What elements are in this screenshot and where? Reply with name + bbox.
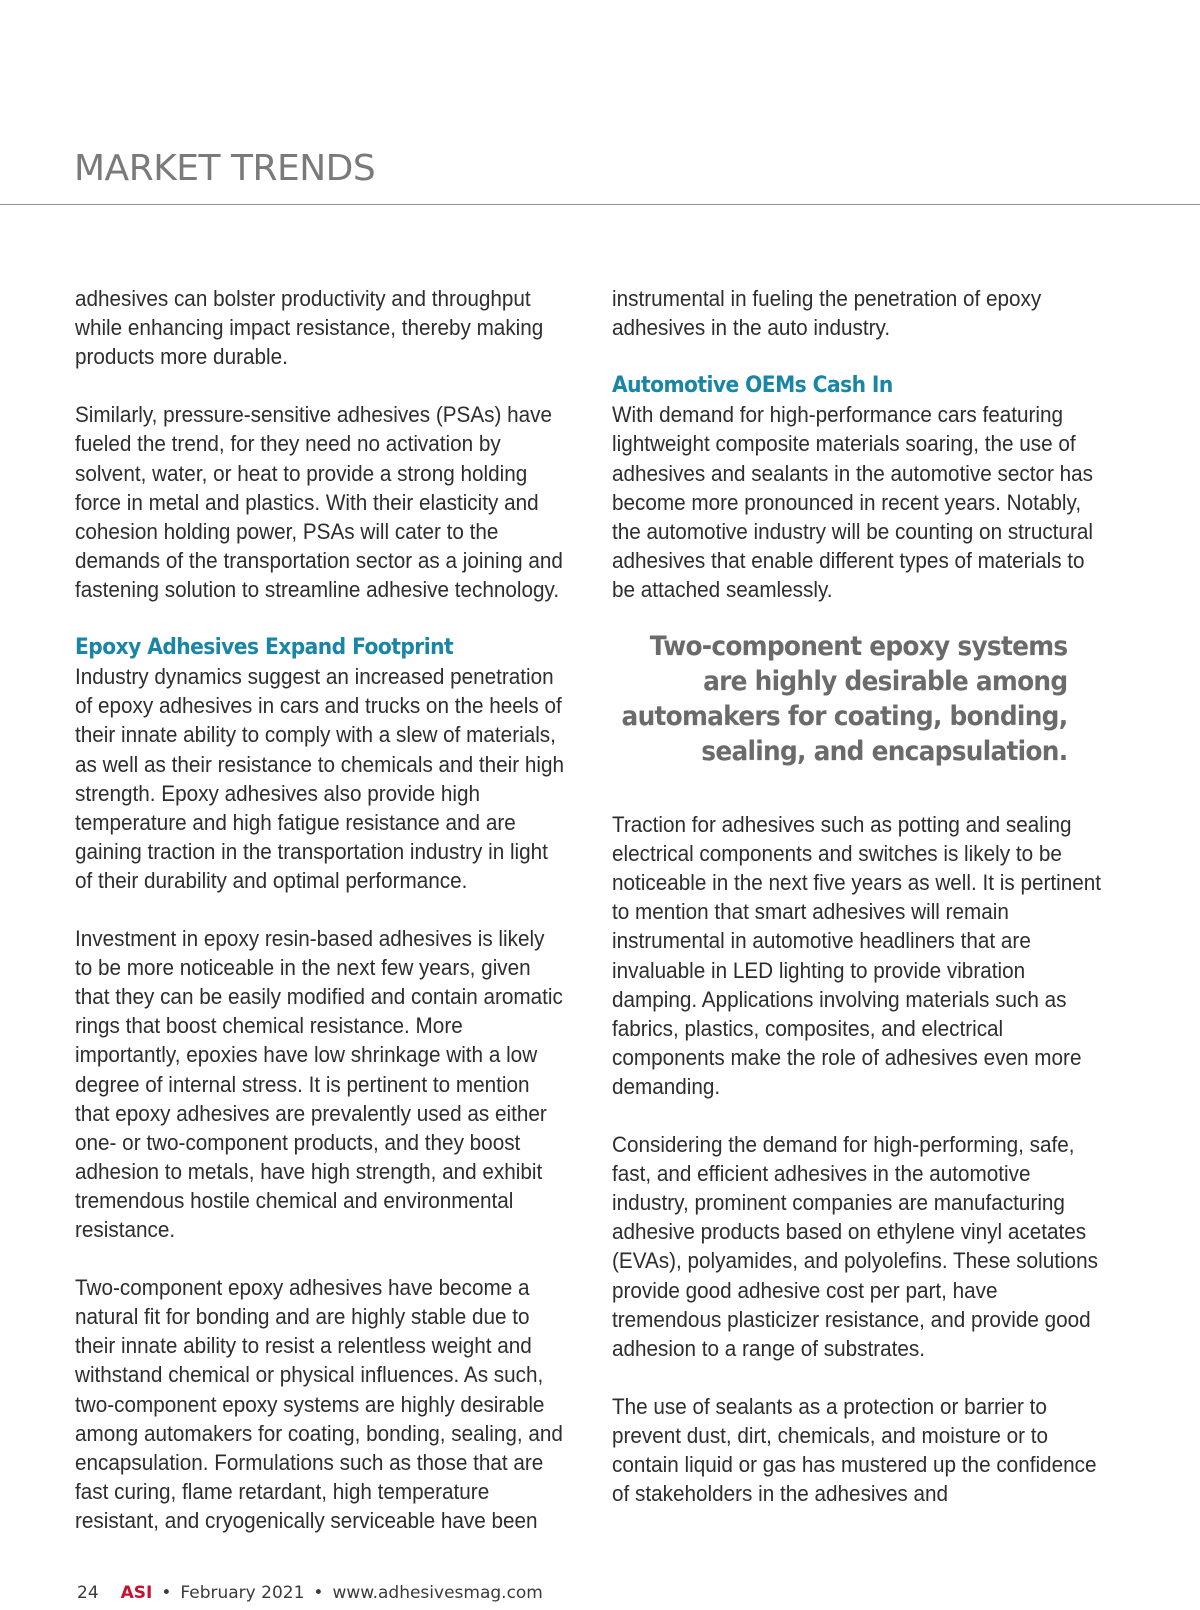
left-paragraph-2: Similarly, pressure-sensitive adhesives (PSAs) have fueled the trend, for they need no activation by solvent, water, or heat to provide a strong holding force in metal and plastics. With their elasticity and cohesion holding power, PSAs will cater to the demands of the transportation sector as a joining and fastening solution to streamline adhesive technology. <box>75 402 563 602</box>
left-paragraph-4: Investment in epoxy resin-based adhesives is likely to be more noticeable in the next few years, given that they can be easily modified and contain aromatic rings that boost chemical resistance. More importantly, epoxies have low shrinkage with a low degree of internal stress. It is pertinent to mention that epoxy adhesives are prevalently used as either one- or two-component products, and they boost adhesion to metals, have high strength, and exhibit tremendous hostile chemical and environmental resistance. <box>75 926 563 1242</box>
subheading-epoxy-adhesives: Epoxy Adhesives Expand Footprint <box>75 635 454 661</box>
left-paragraph-1: adhesives can bolster productivity and throughput while enhancing impact resistance, thereby making products more durable. <box>75 286 544 370</box>
right-column <box>612 284 1104 1508</box>
right-paragraph-2: With demand for high-performance cars featuring lightweight composite materials soaring, the use of adhesives and sealants in the automotive sector has become more pronounced in recent years. Notably, the automotive industry will be counting on structural adhesives that enable different types of materials to be attached seamlessly. <box>612 402 1094 602</box>
left-column <box>75 284 567 1535</box>
right-paragraph-4: Considering the demand for high-performing, safe, fast, and efficient adhesives in the automotive industry, prominent companies are manufacturing adhesive products based on ethylene vinyl acetates (EVAs), polyamides, and polyolefins. These solutions provide good adhesive cost per part, have tremendous plasticizer resistance, and provide good adhesion to a range of substrates. <box>612 1132 1098 1361</box>
footer-separator: • <box>313 1583 324 1603</box>
left-paragraph-3: Industry dynamics suggest an increased penetration of epoxy adhesives in cars and trucks on the heels of their innate ability to comply with a slew of materials, as well as their resistance to chemicals and their high strength. Epoxy adhesives also provide high temperature and high fatigue resistance and are gaining traction in the transportation industry in light of their durability and optimal performance. <box>75 664 564 893</box>
section-title: MARKET TRENDS <box>74 148 376 189</box>
header-divider <box>0 204 1200 205</box>
magazine-brand: ASI <box>120 1583 153 1603</box>
website-link[interactable]: www.adhesivesmag.com <box>332 1583 543 1603</box>
right-paragraph-3: Traction for adhesives such as potting and sealing electrical components and switches is likely to be noticeable in the next five years as well. It is pertinent to mention that smart adhesives will remain instrumental in automotive headliners that are invaluable in LED lighting to provide vibration damping. Applications involving materials such as fabrics, plastics, composites, and electrical components make the role of adhesives even more demanding. <box>612 812 1102 1099</box>
subheading-automotive-oems: Automotive OEMs Cash In <box>612 373 893 399</box>
right-paragraph-1: instrumental in fueling the penetration of epoxy adhesives in the auto industry. <box>612 286 1042 341</box>
page-number: 24 <box>77 1583 99 1603</box>
left-paragraph-5: Two-component epoxy adhesives have become a natural fit for bonding and are highly stable due to their innate ability to resist a relentless weight and withstand chemical or physical influences. As such, two-component epoxy systems are highly desirable among automakers for coating, bonding, sealing, and encapsulation. Formulations such as those that are fast curing, flame retardant, high temperature resistant, and cryogenically serviceable have been <box>75 1275 563 1533</box>
issue-date: February 2021 <box>180 1583 305 1603</box>
page-footer <box>77 1583 543 1603</box>
right-paragraph-5: The use of sealants as a protection or barrier to prevent dust, dirt, chemicals, and moisture or to contain liquid or gas has mustered up the confidence of stakeholders in the adhesives and <box>612 1393 1097 1507</box>
footer-separator: • <box>161 1583 172 1603</box>
pull-quote: Two-component epoxy systems are highly desirable among automakers for coating, bonding, sealing, and encapsulation. <box>621 631 1068 768</box>
